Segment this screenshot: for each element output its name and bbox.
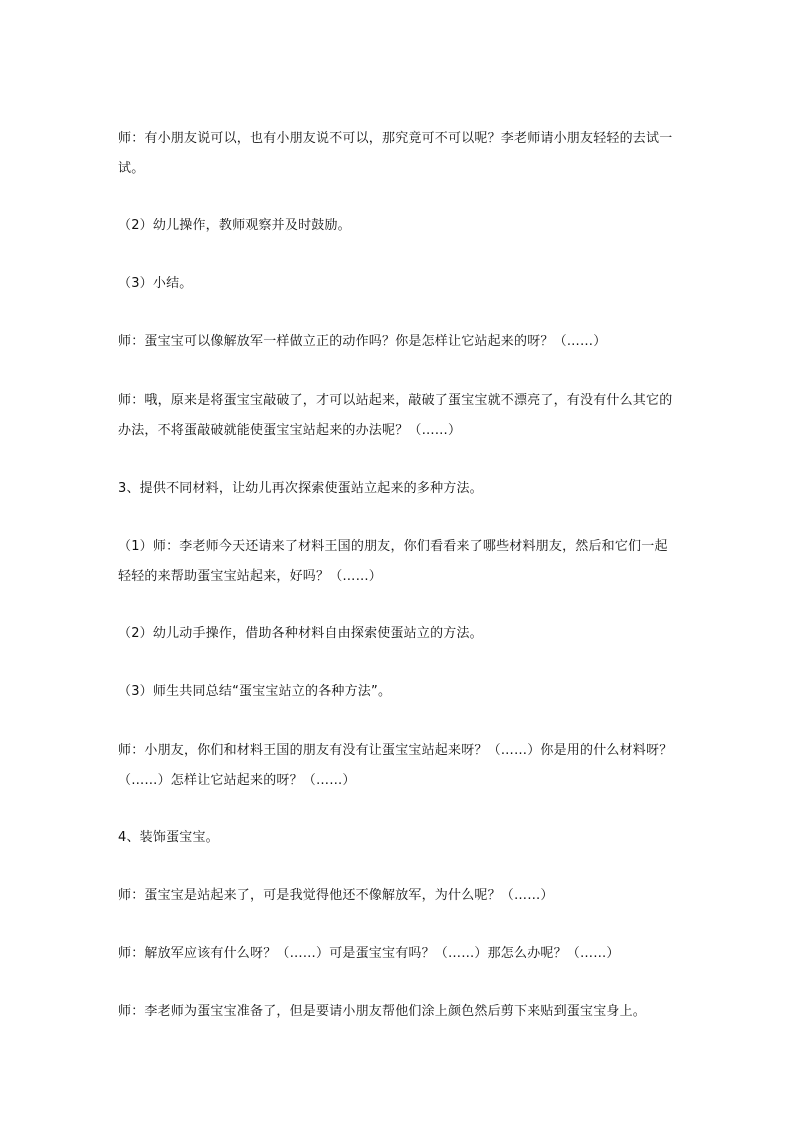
paragraph-teacher-materials-question (118, 736, 678, 796)
paragraph-teacher-other-method (118, 386, 678, 446)
text-line: 师：蛋宝宝是站起来了，可是我觉得他还不像解放军，为什么呢？（……） (118, 888, 554, 903)
text-line: 师：解放军应该有什么呀？（……）可是蛋宝宝有吗？（……）那怎么办呢？（……） (118, 946, 620, 961)
paragraph-summary-methods (118, 677, 678, 707)
text-line: （1）师：李老师今天还请来了材料王国的朋友，你们看看来了哪些材料朋友，然后和它们一起 (118, 539, 668, 554)
section-heading-3 (118, 474, 678, 504)
text-line: （3）师生共同总结“蛋宝宝站立的各种方法”。 (118, 684, 392, 699)
text-line: （2）幼儿动手操作，借助各种材料自由探索使蛋站立的方法。 (118, 626, 483, 641)
text-line: 轻轻的来帮助蛋宝宝站起来，好吗？（……） (118, 569, 383, 584)
paragraph-step-2-operation (118, 211, 678, 241)
text-line: 师：有小朋友说可以，也有小朋友说不可以，那究竟可不可以呢？李老师请小朋友轻轻的去试一 (118, 131, 673, 146)
paragraph-teacher-try (118, 124, 678, 184)
text-line: （……）怎样让它站起来的呀？（……） (118, 773, 356, 788)
text-line: （2）幼儿操作，教师观察并及时鼓励。 (118, 218, 351, 233)
section-heading-4 (118, 823, 678, 853)
paragraph-materials-kingdom (118, 532, 678, 592)
text-line: （3）小结。 (118, 276, 193, 291)
text-line: 师：小朋友，你们和材料王国的朋友有没有让蛋宝宝站起来呀？（……）你是用的什么材料呀？ (118, 743, 673, 758)
text-line: 试。 (118, 161, 145, 176)
text-line: 师：蛋宝宝可以像解放军一样做立正的动作吗？你是怎样让它站起来的呀？（……） (118, 334, 607, 349)
text-line: 师：李老师为蛋宝宝准备了，但是要请小朋友帮他们涂上颜色然后剪下来贴到蛋宝宝身上。 (118, 1004, 647, 1019)
paragraph-teacher-prepared (118, 997, 678, 1027)
paragraph-teacher-not-like-soldier (118, 881, 678, 911)
paragraph-teacher-stand (118, 327, 678, 357)
text-line: 办法，不将蛋敲破就能使蛋宝宝站起来的办法呢？（……） (118, 423, 462, 438)
text-line: 3、提供不同材料，让幼儿再次探索使蛋站立起来的多种方法。 (118, 481, 483, 496)
text-line: 师：哦，原来是将蛋宝宝敲破了，才可以站起来，敲破了蛋宝宝就不漂亮了，有没有什么其它的 (118, 393, 673, 408)
paragraph-hands-on (118, 619, 678, 649)
paragraph-step-3-summary (118, 269, 678, 299)
paragraph-teacher-what-needed (118, 939, 678, 969)
text-line: 4、装饰蛋宝宝。 (118, 830, 219, 845)
